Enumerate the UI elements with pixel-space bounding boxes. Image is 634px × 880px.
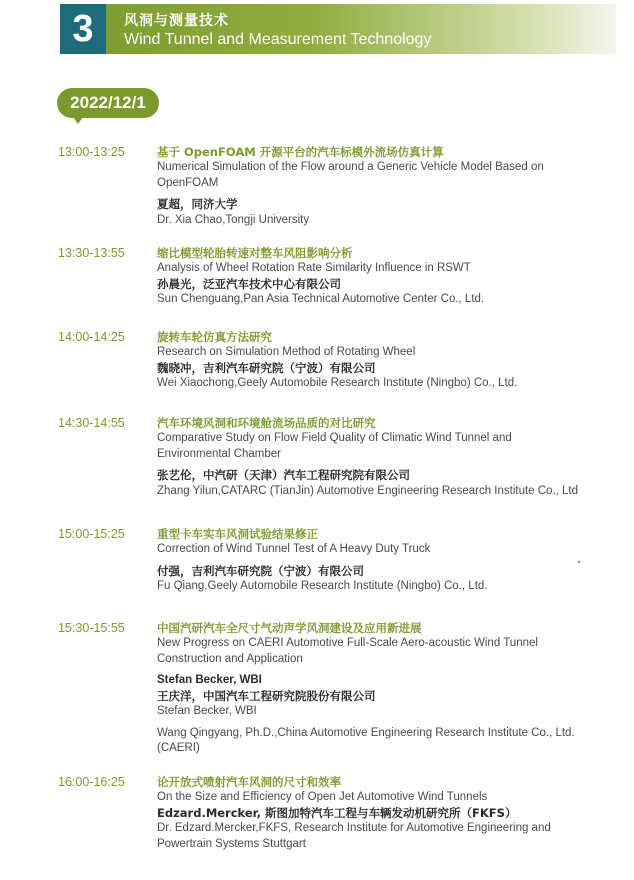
speaker-name-zh: 王庆洋，中国汽车工程研究院股份有限公司 xyxy=(157,688,376,703)
session-content xyxy=(157,621,587,757)
speaker-name-zh: 夏超，同济大学 xyxy=(157,197,238,211)
session-title-en: Numerical Simulation of the Flow around a Generic Vehicle Model Based on OpenFOAM xyxy=(157,161,544,189)
session-content xyxy=(157,775,587,852)
speaker-name-zh: Edzard.Mercker, 斯图加特汽车工程与车辆发动机研究所（FKFS） xyxy=(157,805,517,820)
section-title-zh: 风洞与测量技术 xyxy=(124,13,229,29)
speaker-name-zh: 付强，吉利汽车研究院（宁波）有限公司 xyxy=(157,563,364,578)
session-time: 14:00-14:25 xyxy=(58,330,125,344)
speaker-name-en: Sun Chenguang,Pan Asia Technical Automotive Center Co., Ltd. xyxy=(157,293,485,305)
session-title-zh: 基于 OpenFOAM 开源平台的汽车标模外流场仿真计算 xyxy=(157,145,444,159)
session-title-zh: 重型卡车实车风洞试验结果修正 xyxy=(157,527,318,541)
session-content xyxy=(157,416,587,499)
section-number-badge: 3 xyxy=(60,4,106,54)
session-title-en: On the Size and Efficiency of Open Jet Automotive Wind Tunnels xyxy=(157,791,488,803)
session-time: 16:00-16:25 xyxy=(58,775,125,789)
session-title-en: Comparative Study on Flow Field Quality of Climatic Wind Tunnel and Environmental Chamber xyxy=(157,432,512,460)
session-time: 13:00-13:25 xyxy=(58,145,125,159)
speaker-name-zh: 张艺伦，中汽研（天津）汽车工程研究院有限公司 xyxy=(157,468,410,482)
date-badge-pointer xyxy=(73,117,83,124)
speaker-name-en: Dr. Edzard.Mercker,FKFS, Research Institute for Automotive Engineering and Powertrain Systems Stuttgart xyxy=(157,822,551,850)
speaker-name-zh: 魏晓冲，吉利汽车研究院（宁波）有限公司 xyxy=(157,360,376,375)
session-title-zh: 缩比模型轮胎转速对整车风阻影响分析 xyxy=(157,246,353,260)
speaker-name-en: Dr. Xia Chao,Tongji University xyxy=(157,213,310,226)
speaker-name-bold: Stefan Becker, WBI xyxy=(157,674,262,686)
stray-dot xyxy=(578,561,580,563)
session-content xyxy=(157,330,587,392)
speaker-name-zh: 孙晨光，泛亚汽车技术中心有限公司 xyxy=(157,276,341,291)
speaker-name-en: Stefan Becker, WBI xyxy=(157,705,257,717)
session-title-zh: 中国汽研汽车全尺寸气动声学风洞建设及应用新进展 xyxy=(157,621,422,635)
date-badge: 2022/12/1 xyxy=(57,88,159,118)
session-time: 13:30-13:55 xyxy=(58,246,125,260)
session-content xyxy=(157,527,587,595)
speaker-name-en-2: Wang Qingyang, Ph.D.,China Automotive Engineering Research Institute Co., Ltd. (CAERI) xyxy=(157,726,575,754)
session-title-zh: 旋转车轮仿真方法研究 xyxy=(157,330,272,344)
session-title-en: New Progress on CAERI Automotive Full-Scale Aero-acoustic Wind Tunnel Construction and Application xyxy=(157,637,538,665)
speaker-name-en: Fu Qiang,Geely Automobile Research Institute (Ningbo) Co., Ltd. xyxy=(157,580,488,592)
session-content xyxy=(157,145,587,228)
session-time: 15:00-15:25 xyxy=(58,527,125,541)
session-title-en: Research on Simulation Method of Rotating Wheel xyxy=(157,346,416,358)
section-title-en: Wind Tunnel and Measurement Technology xyxy=(124,31,432,48)
session-time: 14:30-14:55 xyxy=(58,416,125,430)
session-title-zh: 汽车环境风洞和环境舱流场品质的对比研究 xyxy=(157,416,376,430)
session-title-en: Analysis of Wheel Rotation Rate Similarity Influence in RSWT xyxy=(157,262,471,274)
session-title-zh: 论开放式喷射汽车风洞的尺寸和效率 xyxy=(157,775,341,789)
section-header xyxy=(60,4,616,54)
session-content xyxy=(157,246,587,308)
speaker-name-en: Wei Xiaochong,Geely Automobile Research Institute (Ningbo) Co., Ltd. xyxy=(157,377,518,389)
session-time: 15:30-15:55 xyxy=(58,621,125,635)
session-title-en: Correction of Wind Tunnel Test of A Heavy Duty Truck xyxy=(157,543,431,555)
speaker-name-en: Zhang Yilun,CATARC (TianJin) Automotive Engineering Research Institute Co., Ltd xyxy=(157,484,579,497)
